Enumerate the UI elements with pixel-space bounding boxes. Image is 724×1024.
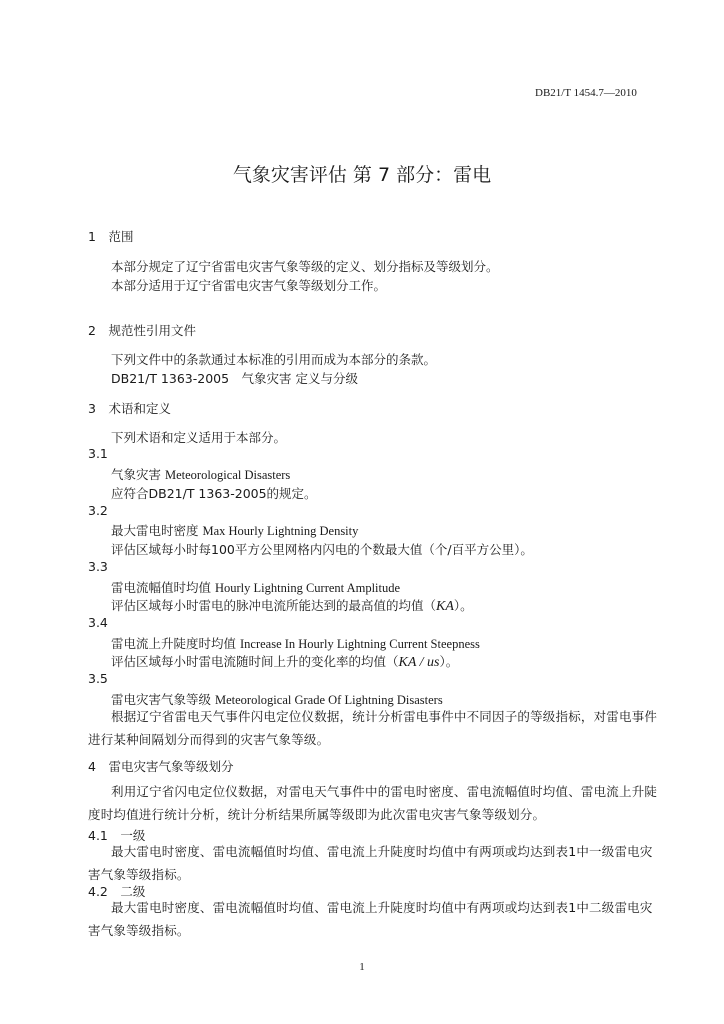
term-3-3-title [111, 578, 400, 596]
term-3-1-title [111, 465, 290, 483]
term-3-5-cn: 雷电灾害气象等级 [111, 692, 215, 707]
term-3-2-title [111, 521, 358, 539]
section-3-intro: 下列术语和定义适用于本部分。 [111, 430, 287, 445]
term-3-4-def-text: 评估区域每小时雷电流随时间上升的变化率的均值（ [111, 654, 399, 669]
term-3-3-number: 3.3 [88, 559, 108, 574]
term-3-4-definition [111, 652, 458, 671]
section-3-heading: 3 术语和定义 [88, 401, 171, 416]
term-3-2-cn: 最大雷电时密度 [111, 523, 203, 538]
section-1-paragraph-1: 本部分规定了辽宁省雷电灾害气象等级的定义、划分指标及等级划分。 [111, 259, 499, 274]
term-3-1-en: Meteorological Disasters [164, 468, 291, 482]
term-3-4-def-end: ）。 [439, 654, 459, 669]
section-4-paragraph-1: 利用辽宁省闪电定位仪数据，对雷电天气事件中的雷电时密度、雷电流幅值时均值、雷电流上升陡度时均值进行统计分析，统计分析结果所属等级即为此次雷电灾害气象等级划分。 [88, 784, 658, 822]
term-3-3-definition [111, 596, 473, 615]
term-3-3-en: Hourly Lightning Current Amplitude [214, 581, 401, 595]
term-3-4-unit: KA / us [398, 655, 440, 670]
subsection-4-1-text: 最大雷电时密度、雷电流幅值时均值、雷电流上升陡度时均值中有两项或均达到表1中一级雷电灾害气象等级指标。 [88, 844, 653, 882]
section-2-reference: DB21/T 1363-2005 气象灾害 定义与分级 [111, 371, 359, 386]
section-4-heading: 4 雷电灾害气象等级划分 [88, 759, 234, 774]
page-number: 1 [359, 961, 365, 973]
subsection-4-2-heading: 4.2 二级 [88, 884, 146, 899]
term-3-1-number: 3.1 [88, 446, 108, 461]
section-1-paragraph-2: 本部分适用于辽宁省雷电灾害气象等级划分工作。 [111, 278, 387, 293]
term-3-2-definition: 评估区域每小时每100平方公里网格内闪电的个数最大值（个/百平方公里）。 [111, 542, 533, 557]
term-3-2-number: 3.2 [88, 503, 108, 518]
subsection-4-1-heading: 4.1 一级 [88, 828, 146, 843]
term-3-4-en: Increase In Hourly Lightning Current Steepness [239, 637, 480, 651]
term-3-3-unit: KA [436, 599, 454, 614]
standard-code: DB21/T 1454.7—2010 [535, 87, 637, 99]
subsection-4-2-text: 最大雷电时密度、雷电流幅值时均值、雷电流上升陡度时均值中有两项或均达到表1中二级雷电灾害气象等级指标。 [88, 900, 653, 938]
term-3-4-number: 3.4 [88, 615, 108, 630]
term-3-5-number: 3.5 [88, 671, 108, 686]
term-3-3-def-text: 评估区域每小时雷电的脉冲电流所能达到的最高值的均值（ [111, 598, 437, 613]
term-3-1-cn: 气象灾害 [111, 467, 165, 482]
term-3-3-def-end: ）。 [453, 598, 473, 613]
term-3-4-title [111, 634, 480, 652]
term-3-3-cn: 雷电流幅值时均值 [111, 580, 215, 595]
section-2-paragraph-1: 下列文件中的条款通过本标准的引用而成为本部分的条款。 [111, 352, 437, 367]
section-2-heading: 2 规范性引用文件 [88, 323, 196, 338]
term-3-2-en: Max Hourly Lightning Density [202, 524, 359, 538]
document-title: 气象灾害评估 第 7 部分：雷电 [232, 164, 492, 186]
term-3-5-en: Meteorological Grade Of Lightning Disasters [214, 693, 443, 707]
term-3-5-definition: 根据辽宁省雷电天气事件闪电定位仪数据，统计分析雷电事件中不同因子的等级指标，对雷电事件进行某种间隔划分而得到的灾害气象等级。 [88, 709, 658, 747]
term-3-1-definition: 应符合DB21/T 1363-2005的规定。 [111, 486, 317, 501]
section-1-heading: 1 范围 [88, 229, 134, 244]
term-3-4-cn: 雷电流上升陡度时均值 [111, 636, 240, 651]
